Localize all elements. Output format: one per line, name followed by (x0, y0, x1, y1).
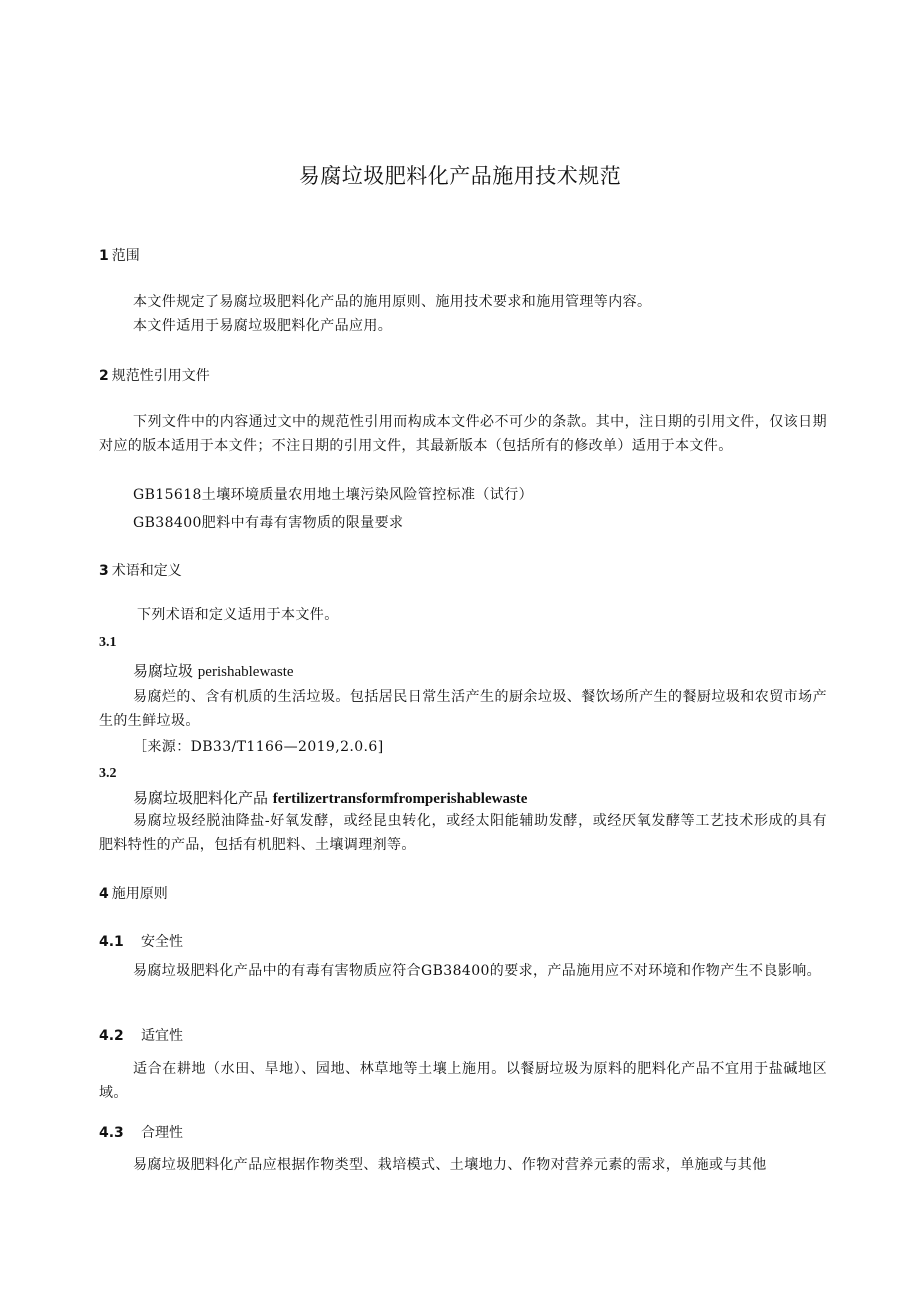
document-title: 易腐垃圾肥料化产品施用技术规范 (298, 164, 622, 188)
section-title: 规范性引用文件 (111, 368, 210, 384)
paragraph: 下列文件中的内容通过文中的规范性引用而构成本文件必不可少的条款。其中，注日期的引用文件，仅该日期对应的版本适用于本文件；不注日期的引用文件，其最新版本（包括所有的修改单）适用于本文件。 (99, 414, 827, 454)
clause-number: 4.2 (99, 1028, 124, 1044)
paragraph: 下列术语和定义适用于本文件。 (137, 607, 339, 623)
section-number: 2 (99, 368, 109, 384)
clause-title: 安全性 (141, 934, 183, 950)
section-number: 3 (99, 563, 109, 579)
section-4-heading (99, 884, 168, 904)
term-english: perishablewaste (197, 664, 294, 680)
normative-reference: GB38400肥料中有毒有害物质的限量要求 (133, 515, 404, 531)
term-source: ［来源：DB33/T1166—2019,2.0.6] (133, 739, 384, 755)
clause-4-1-heading (99, 932, 183, 952)
term-definition: 易腐垃圾经脱油降盐-好氧发酵，或经昆虫转化，或经太阳能辅助发酵，或经厌氧发酵等工艺技术形成的具有肥料特性的产品，包括有机肥料、土壤调理剂等。 (99, 813, 827, 853)
clause-number: 4.3 (99, 1125, 124, 1141)
term-heading (133, 661, 294, 682)
clause-4-2-heading (99, 1026, 183, 1046)
term-definition: 易腐烂的、含有机质的生活垃圾。包括居民日常生活产生的厨余垃圾、餐饮场所产生的餐厨垃圾和农贸市场产生的生鲜垃圾。 (99, 689, 827, 729)
term-english: fertilizertransformfromperishablewaste (272, 791, 528, 807)
section-3-heading (99, 561, 182, 581)
term-chinese: 易腐垃圾肥料化产品 (133, 789, 269, 807)
section-title: 范围 (111, 248, 140, 264)
section-number: 4 (99, 886, 109, 902)
section-2-heading (99, 366, 210, 386)
clause-number: 4.1 (99, 934, 124, 950)
term-chinese: 易腐垃圾 (133, 662, 194, 680)
clause-title: 合理性 (141, 1125, 183, 1141)
term-number: 3.2 (99, 766, 117, 781)
section-title: 施用原则 (111, 886, 168, 902)
clause-title: 适宜性 (141, 1028, 183, 1044)
term-number: 3.1 (99, 635, 117, 650)
paragraph: 易腐垃圾肥料化产品中的有毒有害物质应符合GB38400的要求，产品施用应不对环境和作物产生不良影响。 (133, 963, 822, 979)
paragraph: 本文件规定了易腐垃圾肥料化产品的施用原则、施用技术要求和施用管理等内容。 (133, 294, 652, 310)
term-heading (133, 788, 527, 809)
paragraph: 本文件适用于易腐垃圾肥料化产品应用。 (133, 318, 393, 334)
section-number: 1 (99, 248, 109, 264)
clause-4-3-heading (99, 1123, 183, 1143)
normative-reference: GB15618土壤环境质量农用地土壤污染风险管控标准（试行） (133, 487, 534, 503)
paragraph: 易腐垃圾肥料化产品应根据作物类型、栽培模式、土壤地力、作物对营养元素的需求，单施或与其他 (133, 1157, 767, 1173)
section-1-heading (99, 246, 140, 266)
paragraph: 适合在耕地（水田、旱地）、园地、林草地等土壤上施用。以餐厨垃圾为原料的肥料化产品不宜用于盐碱地区域。 (99, 1061, 827, 1101)
section-title: 术语和定义 (111, 563, 182, 579)
